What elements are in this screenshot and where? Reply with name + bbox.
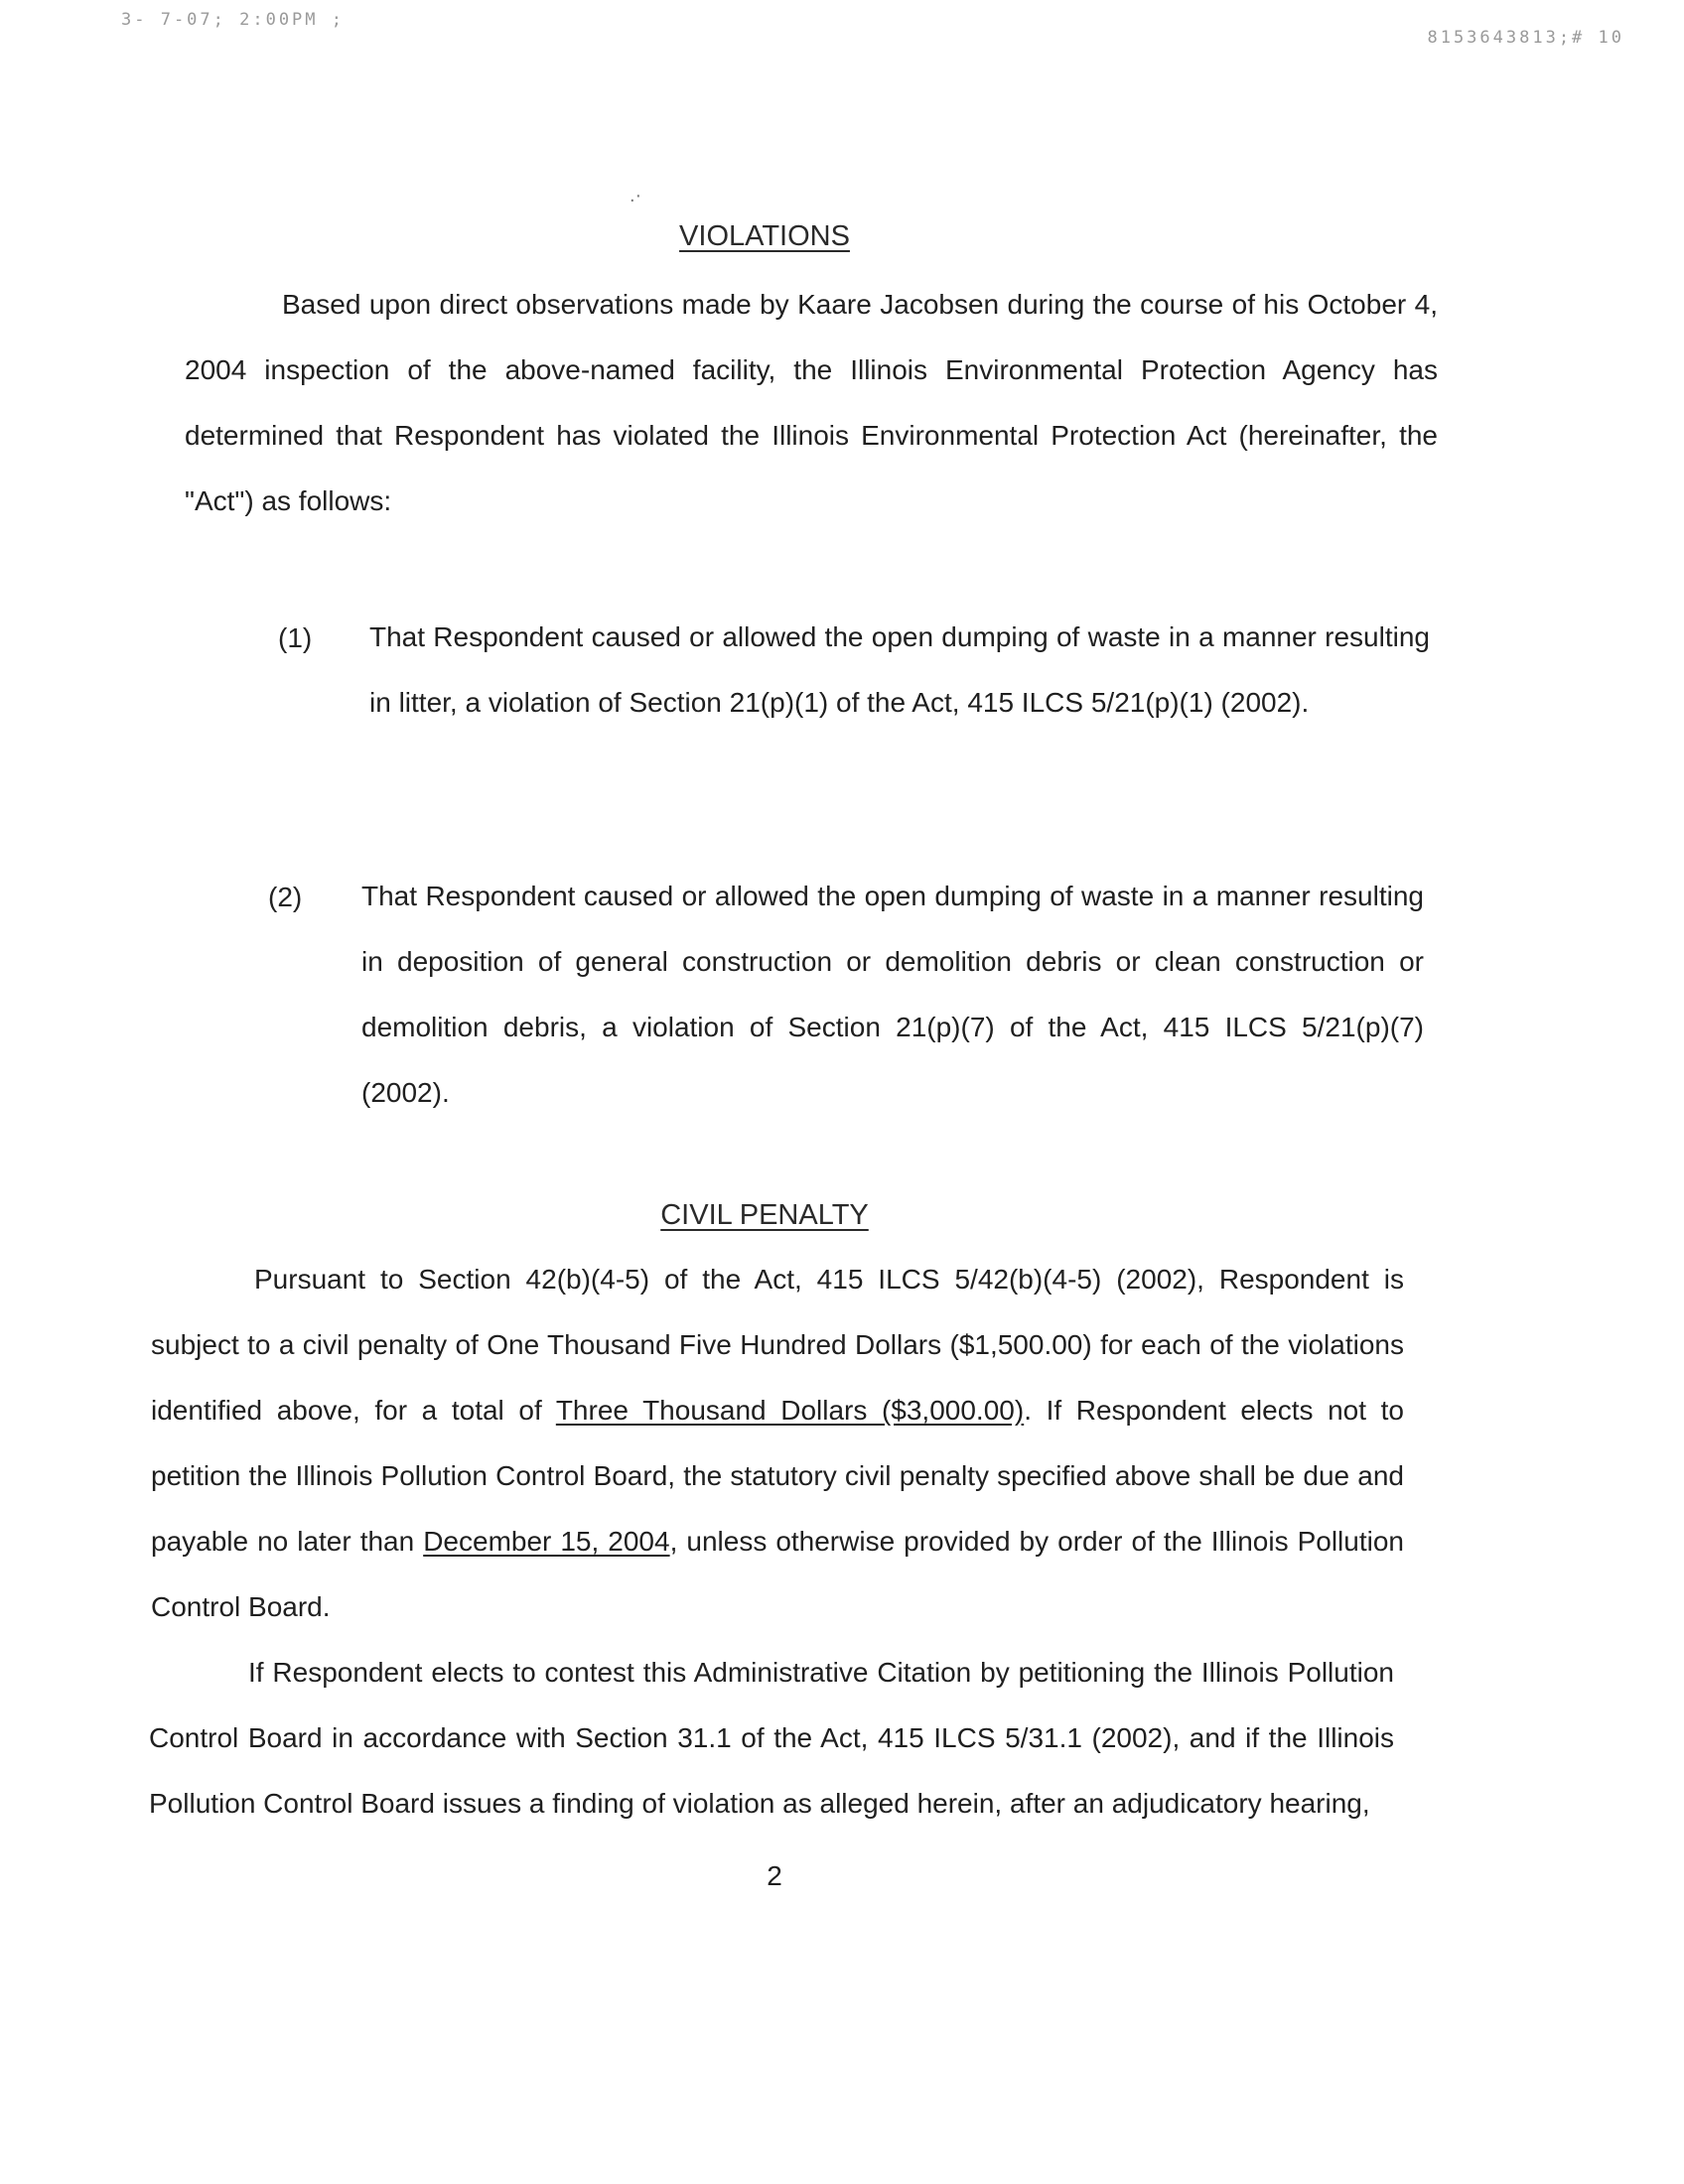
scan-speck: .·	[630, 185, 642, 206]
violation-1-number: (1)	[278, 622, 313, 653]
fax-header-right: 8153643813;# 10	[1427, 28, 1624, 48]
fax-header-left: 3- 7-07; 2:00PM ;	[121, 10, 345, 30]
civil-penalty-text-b: . If Respondent elects not to petition the Illinois Pollution Control Board, the statutory civil penalty specified above shall be due and payable no later than	[151, 1395, 1404, 1557]
civil-penalty-text-c: , unless otherwise provided by order of the Illinois Pollution Control Board.	[151, 1526, 1404, 1622]
civil-penalty-paragraph-1	[151, 1247, 1404, 1640]
violation-2-text: That Respondent caused or allowed the open dumping of waste in a manner resulting in deposition of general construction or demolition debris or clean construction or demolition debris, a violation of Section 21(p)(7) of the Act, 415 ILCS 5/21(p)(7) (2002).	[361, 881, 1424, 1108]
violations-intro: Based upon direct observations made by Kaare Jacobsen during the course of his October 4, 2004 inspection of the above-named facility, the Illinois Environmental Protection Agency has determined that Respondent has violated the Illinois Environmental Protection Act (hereinafter, the "Act") as follows:	[185, 289, 1438, 516]
civil-penalty-paragraph-2: If Respondent elects to contest this Administrative Citation by petitioning the Illinois Pollution Control Board in accordance with Section 31.1 of the Act, 415 ILCS 5/31.1 (2002), and if the Illinois Pollution Control Board issues a finding of violation as alleged herein, after an adjudicatory hearing,	[149, 1657, 1394, 1819]
violation-2-number: (2)	[268, 882, 303, 912]
civil-penalty-heading: CIVIL PENALTY	[660, 1199, 869, 1231]
page-number: 2	[767, 1860, 782, 1891]
civil-penalty-text-a: Pursuant to Section 42(b)(4-5) of the Act, 415 ILCS 5/42(b)(4-5) (2002), Respondent is subject to a civil penalty of One Thousand Five Hundred Dollars ($1,500.00) for each of the violations identified above, for a total of	[151, 1264, 1404, 1426]
violations-heading: VIOLATIONS	[679, 220, 850, 252]
violation-1-text: That Respondent caused or allowed the open dumping of waste in a manner resulting in litter, a violation of Section 21(p)(1) of the Act, 415 ILCS 5/21(p)(1) (2002).	[369, 621, 1430, 718]
civil-penalty-due-date: December 15, 2004	[423, 1526, 670, 1557]
civil-penalty-total: Three Thousand Dollars ($3,000.00)	[555, 1395, 1025, 1426]
